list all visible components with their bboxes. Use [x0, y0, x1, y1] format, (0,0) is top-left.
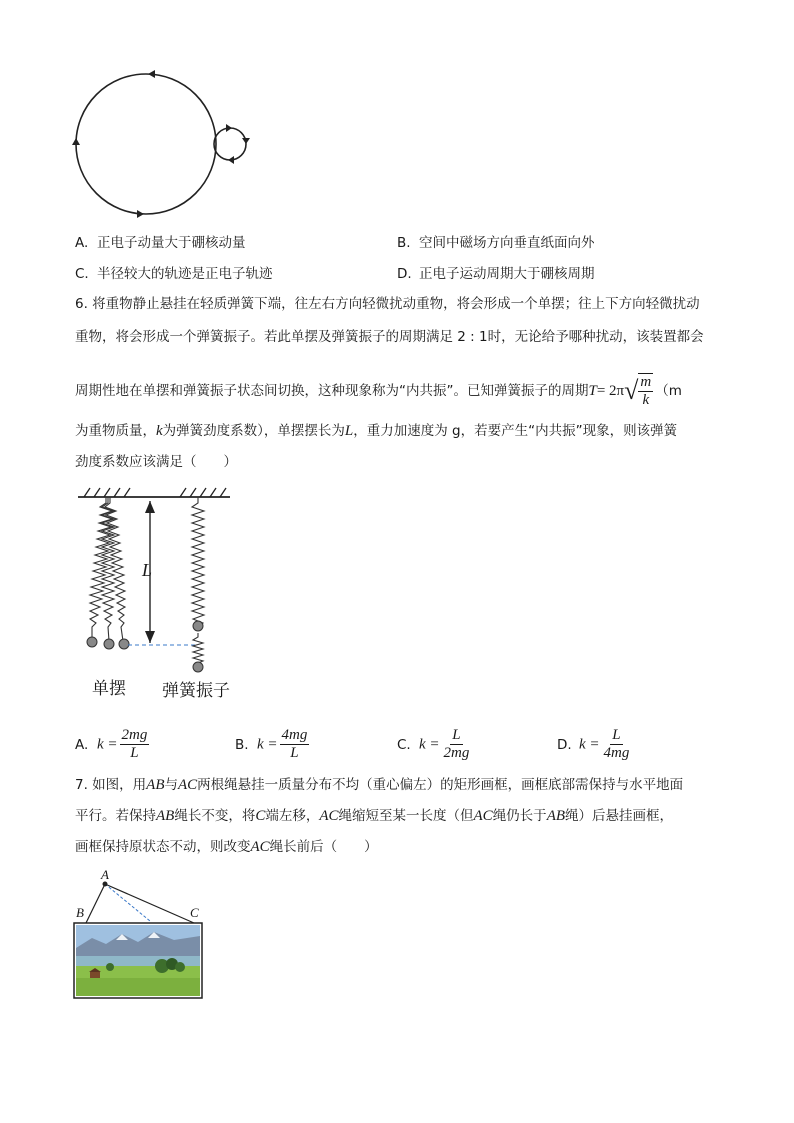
q7-frame-figure: [70, 868, 210, 1003]
q6-line-5: 劲度系数应该满足（ ）: [75, 454, 237, 470]
q6-line-1: 6. 将重物静止悬挂在轻质弹簧下端，往左右方向轻微扰动重物，将会形成一个单摆；往上下方向轻微扰动: [75, 296, 700, 312]
pendulum-springs: [90, 497, 125, 641]
landscape-image: [76, 925, 200, 996]
arrow-bottom: [137, 210, 144, 218]
label-b: B: [76, 905, 84, 920]
arrow-small-top: [226, 124, 232, 132]
q6-line-3: 周期性地在单摆和弹簧振子状态间切换，这种现象称为“内共振”。已知弹簧振子的周期T= 2π √ $\frac{m}{k}$ （m: [75, 374, 682, 408]
label-c: C: [190, 905, 199, 920]
q6-option-a: A. k = $\frac{2mg}{L}$: [75, 727, 148, 761]
q6-option-d: D. k = $\frac{L}{4mg}$: [557, 727, 630, 761]
small-track: [214, 128, 246, 160]
arrow-left: [72, 138, 80, 145]
arrow-top: [148, 70, 155, 78]
q6-option-b: B. k = $\frac{4mg}{L}$: [235, 727, 308, 761]
spring-oscillator: [192, 497, 204, 663]
q5-option-c: C. 半径较大的轨迹是正电子轨迹: [75, 266, 273, 282]
q6-spring-figure: [70, 485, 245, 705]
q5-track-figure: [60, 60, 260, 230]
q5-option-d: D. 正电子运动周期大于硼核周期: [397, 266, 595, 282]
arrow-small-right: [242, 138, 250, 144]
large-track: [76, 74, 216, 214]
q6-line-2: 重物，将会形成一个弹簧振子。若此单摆及弹簧振子的周期满足 2 : 1时，无论给予哪种扰动，该装置都会: [75, 329, 704, 345]
q5-option-b: B. 空间中磁场方向垂直纸面向外: [397, 235, 595, 251]
q6-option-c: C. k = $\frac{L}{2mg}$: [397, 727, 470, 761]
sqrt-formula: √ $\frac{m}{k}$: [624, 374, 652, 408]
label-a: A: [101, 867, 109, 882]
fig-label-pendulum: 单摆: [92, 679, 126, 699]
q6-line-4: 为重物质量，k为弹簧劲度系数），单摆摆长为L，重力加速度为 g，若要产生“内共振”现象，则该弹簧: [75, 423, 678, 439]
q7-line-1: 7. 如图，用AB与AC两根绳悬挂一质量分布不均（重心偏左）的矩形画框，画框底部需保持与水平地面: [75, 777, 684, 793]
q7-line-2: 平行。若保持AB绳长不变，将C端左移，AC绳缩短至某一长度（但AC绳仍长于AB绳）后悬挂画框，: [75, 808, 674, 824]
fig-label-spring: 弹簧振子: [162, 681, 230, 701]
q7-line-3: 画框保持原状态不动，则改变AC绳长前后（ ）: [75, 839, 378, 855]
arrow-small-bottom: [228, 156, 234, 164]
q5-option-a: A. 正电子动量大于硼核动量: [75, 235, 246, 251]
fig-length-label: L: [142, 560, 153, 580]
